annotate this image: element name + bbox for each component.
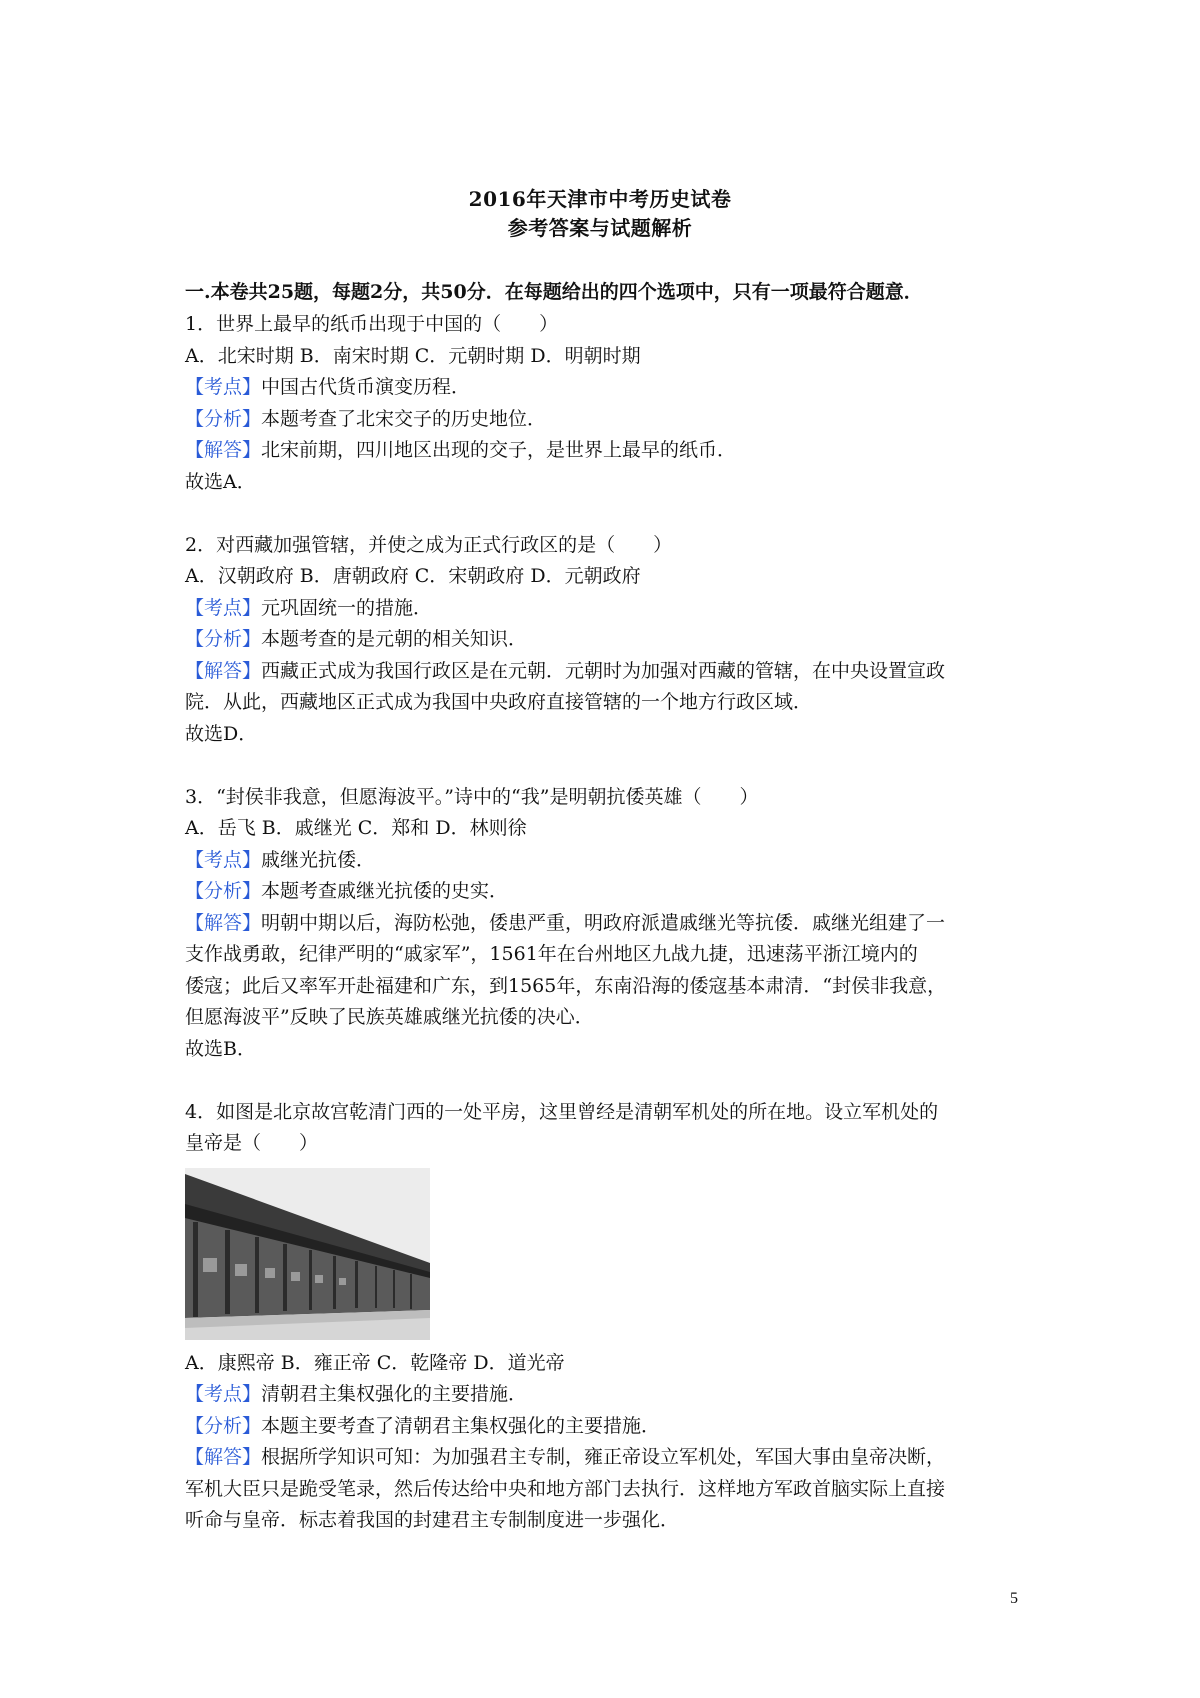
kaodian-tag: 【考点】 — [185, 1383, 262, 1405]
fenxi-tag: 【分析】 — [185, 407, 262, 430]
jieda-row — [185, 656, 1025, 688]
jieda-tag: 【解答】 — [185, 439, 262, 461]
question-1 — [185, 309, 1025, 498]
fenxi-text: 本题考查戚继光抗倭的史实． — [261, 880, 509, 902]
kaodian-row — [185, 372, 1025, 404]
question-stem: 1．世界上最早的纸币出现于中国的（ ） — [185, 313, 559, 335]
fenxi-row — [185, 404, 1025, 436]
question-4 — [185, 1097, 1025, 1537]
jieda-tag: 【解答】 — [185, 911, 262, 934]
kaodian-row — [185, 845, 1025, 877]
kaodian-row — [185, 1379, 1025, 1411]
spacer — [185, 1065, 1025, 1097]
kaodian-tag: 【考点】 — [185, 848, 262, 871]
kaodian-text: 戚继光抗倭． — [261, 848, 376, 871]
jieda-continuation: 支作战勇敢，纪律严明的“戚家军”，1561年在台州地区九战九捷，迅速荡平浙江境内的 — [185, 943, 918, 965]
kaodian-text: 中国古代货币演变历程． — [261, 376, 471, 398]
answer: 故选A． — [185, 470, 256, 493]
fenxi-text: 本题主要考查了清朝君主集权强化的主要措施． — [261, 1414, 661, 1437]
question-stem: 4．如图是北京故宫乾清门西的一处平房，这里曾经是清朝军机处的所在地。设立军机处的 — [185, 1100, 939, 1123]
spacer — [185, 498, 1025, 530]
kaodian-text: 元巩固统一的措施． — [261, 596, 433, 619]
jieda-continuation: 院．从此，西藏地区正式成为我国中央政府直接管辖的一个地方行政区域． — [185, 691, 813, 713]
kaodian-row — [185, 593, 1025, 625]
jieda-text: 根据所学知识可知：为加强君主专制，雍正帝设立军机处，军国大事由皇帝决断， — [261, 1446, 946, 1468]
jieda-tag: 【解答】 — [185, 659, 262, 682]
jieda-continuation: 军机大臣只是跪受笔录，然后传达给中央和地方部门去执行．这样地方军政首脑实际上直接 — [185, 1477, 946, 1500]
kaodian-tag: 【考点】 — [185, 596, 262, 619]
jieda-continuation: 听命与皇帝．标志着我国的封建君主专制制度进一步强化． — [185, 1509, 680, 1531]
jieda-text: 明朝中期以后，海防松弛，倭患严重，明政府派遣戚继光等抗倭．戚继光组建了一 — [261, 911, 946, 934]
document-title: 2016年天津市中考历史试卷 — [468, 187, 732, 211]
document-subtitle: 参考答案与试题解析 — [507, 216, 693, 240]
kaodian-tag: 【考点】 — [185, 376, 262, 398]
fenxi-tag: 【分析】 — [185, 628, 262, 650]
page-number: 5 — [1010, 1590, 1018, 1607]
question-2 — [185, 530, 1025, 751]
fenxi-tag: 【分析】 — [185, 880, 262, 902]
jieda-text: 北宋前期，四川地区出现的交子，是世界上最早的纸币． — [261, 439, 737, 461]
jieda-tag: 【解答】 — [185, 1446, 262, 1468]
fenxi-row — [185, 624, 1025, 656]
question-stem: 2．对西藏加强管辖，并使之成为正式行政区的是（ ） — [185, 533, 673, 556]
fenxi-row — [185, 1411, 1025, 1443]
jieda-continuation: 倭寇；此后又率军开赴福建和广东，到1565年，东南沿海的倭寇基本肃清．“封侯非我意， — [185, 974, 947, 997]
jieda-row — [185, 1442, 1025, 1474]
questions-content — [185, 309, 1025, 1537]
question-3 — [185, 782, 1025, 1066]
fenxi-text: 本题考查的是元朝的相关知识． — [261, 628, 528, 650]
question-options: A．岳飞 B．戚继光 C．郑和 D．林则徐 — [185, 817, 527, 839]
fenxi-tag: 【分析】 — [185, 1414, 262, 1437]
fenxi-text: 本题考查了北宋交子的历史地位． — [261, 407, 547, 430]
kaodian-text: 清朝君主集权强化的主要措施． — [261, 1383, 528, 1405]
spacer — [185, 750, 1025, 782]
question-options: A．汉朝政府 B．唐朝政府 C．宋朝政府 D．元朝政府 — [185, 565, 641, 587]
jieda-text: 西藏正式成为我国行政区是在元朝．元朝时为加强对西藏的管辖，在中央设置宣政 — [261, 659, 946, 682]
answer: 故选B． — [185, 1037, 256, 1060]
junjichu-photo — [185, 1168, 430, 1340]
answer: 故选D． — [185, 722, 258, 745]
jieda-row — [185, 435, 1025, 467]
question-stem: 3．“封侯非我意，但愿海波平。”诗中的“我”是明朝抗倭英雄（ ） — [185, 785, 759, 808]
jieda-row — [185, 908, 1025, 940]
question-options: A．北宋时期 B．南宋时期 C．元朝时期 D．明朝时期 — [185, 344, 641, 367]
fenxi-row — [185, 876, 1025, 908]
question-options: A．康熙帝 B．雍正帝 C．乾隆帝 D．道光帝 — [185, 1351, 565, 1374]
question-stem-continuation: 皇帝是（ ） — [185, 1132, 319, 1154]
section-heading: 一.本卷共25题，每题2分，共50分．在每题给出的四个选项中，只有一项最符合题意． — [185, 281, 923, 303]
jieda-continuation: 但愿海波平”反映了民族英雄戚继光抗倭的决心． — [185, 1006, 594, 1028]
